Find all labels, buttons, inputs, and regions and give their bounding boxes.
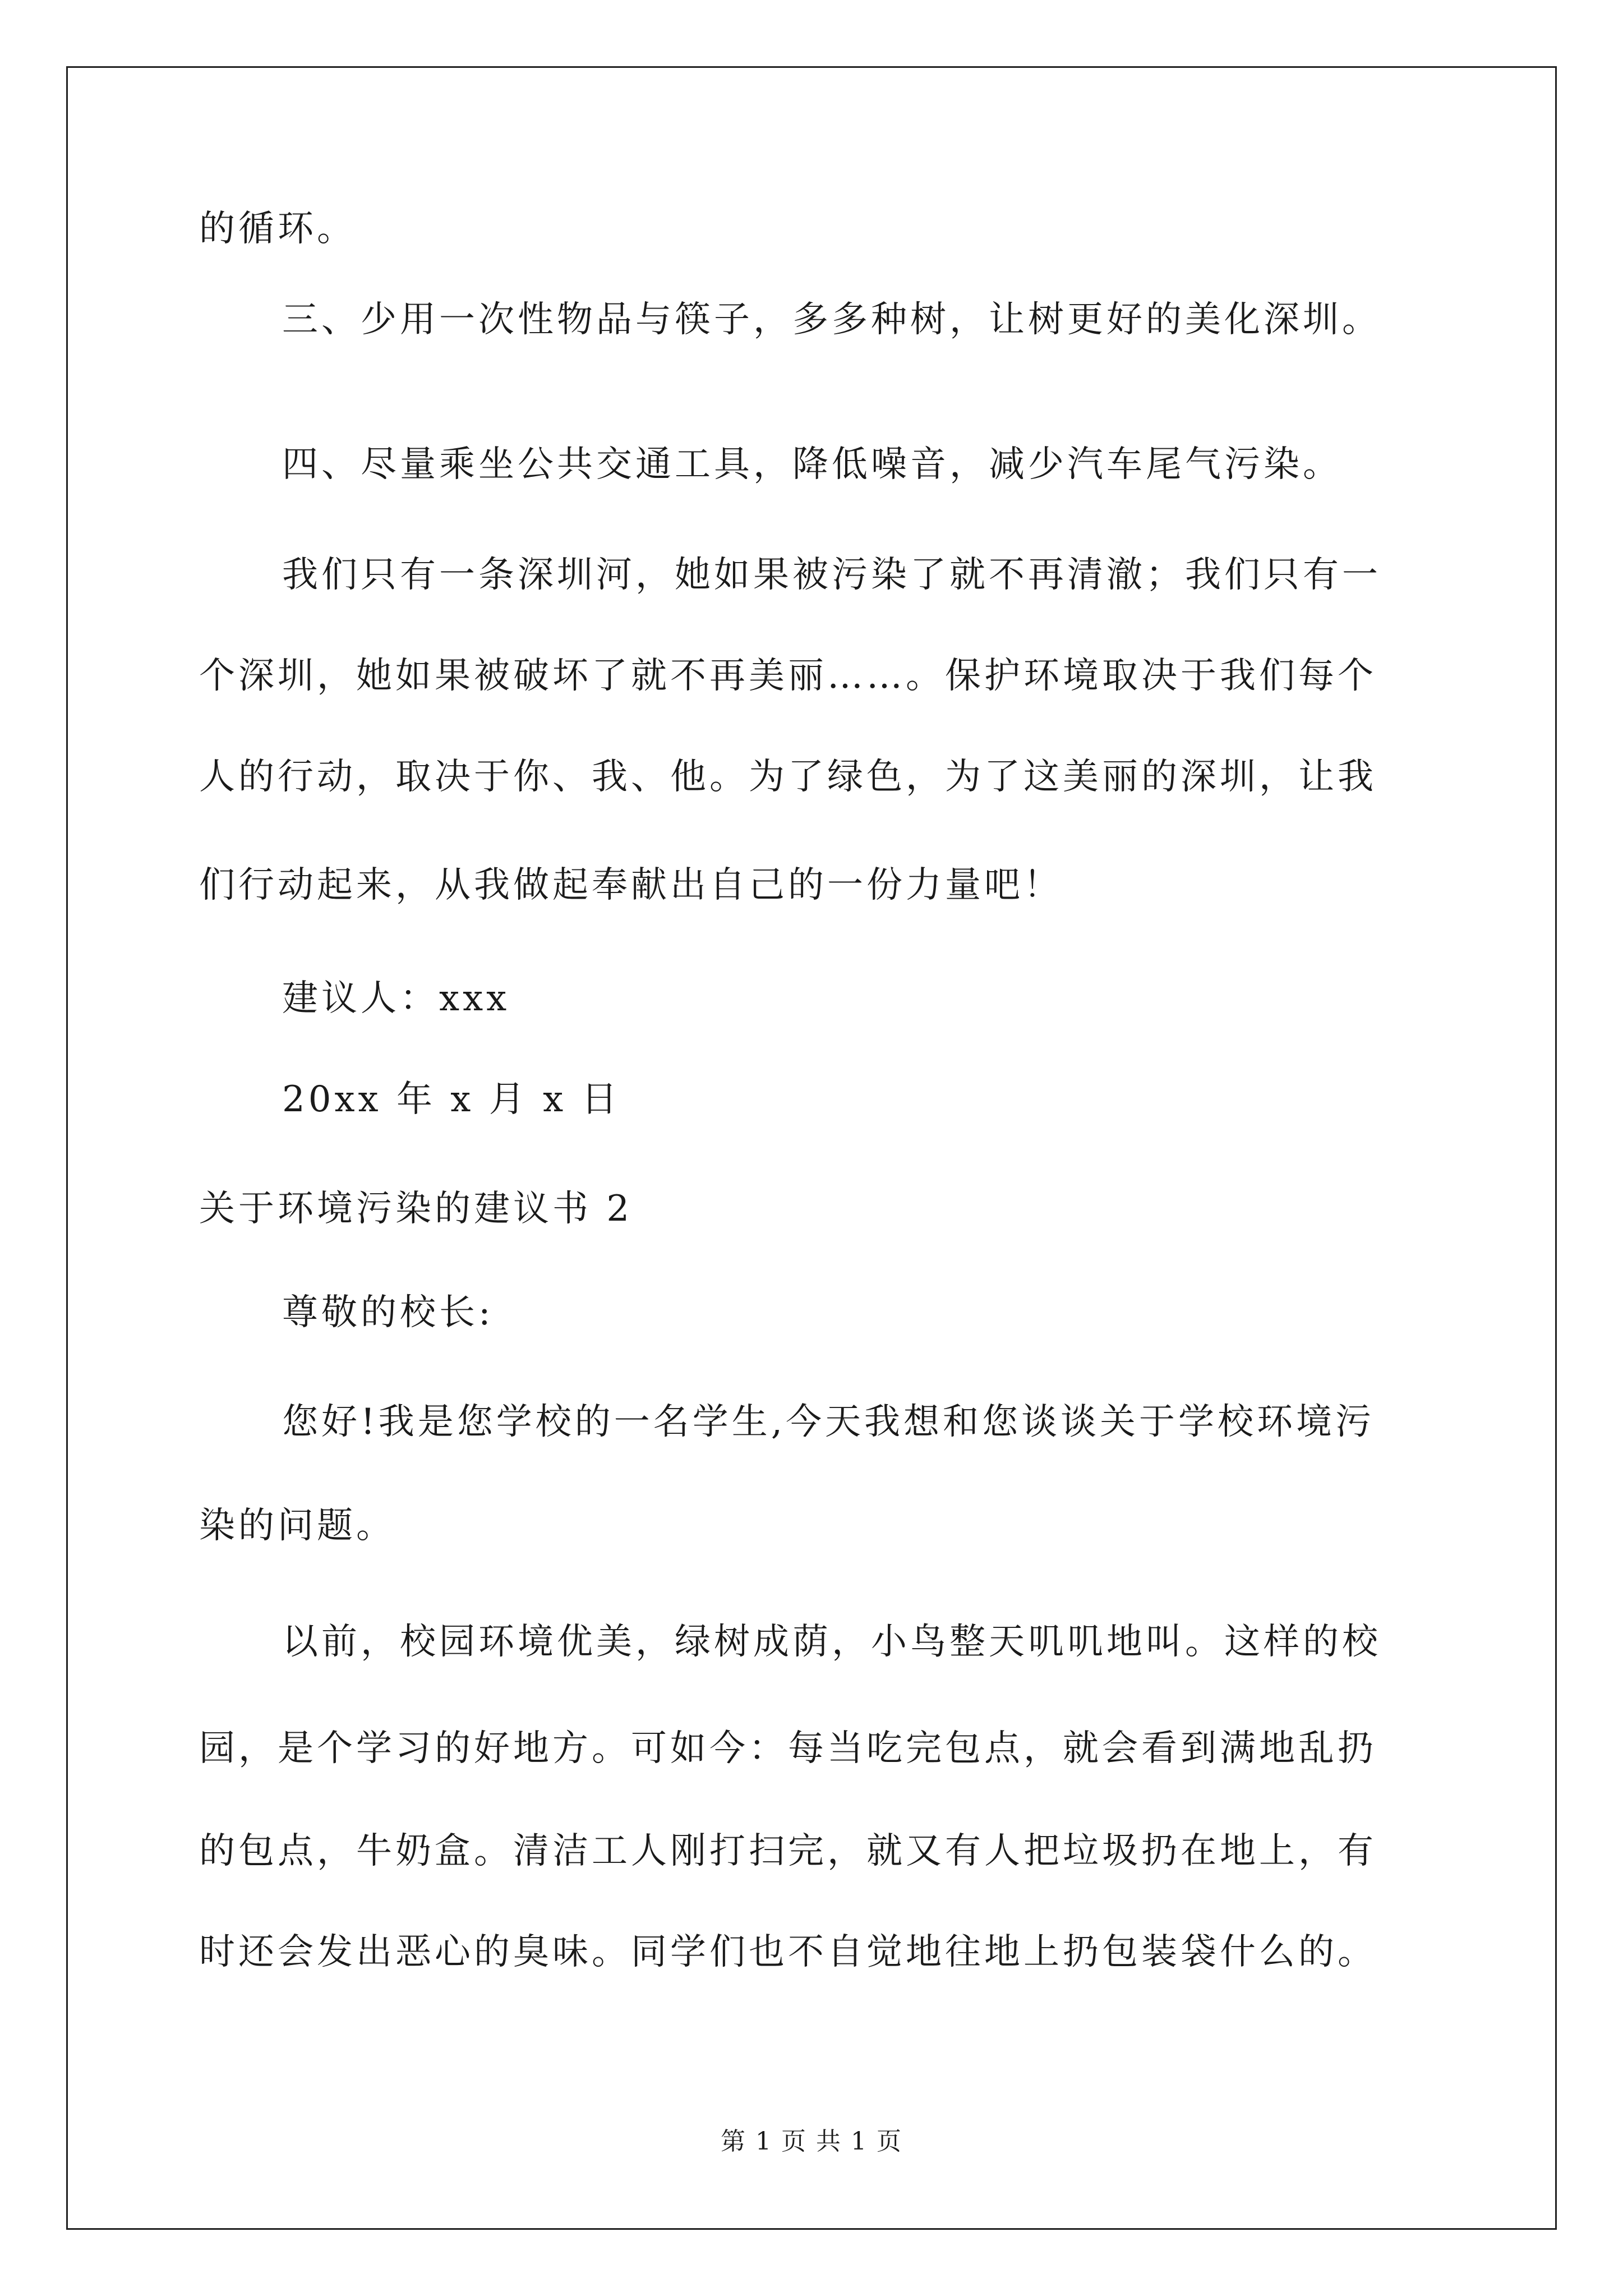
page-border [66,66,1557,2230]
paragraph-line: 园，是个学习的好地方。可如今：每当吃完包点，就会看到满地乱扔 [199,1728,1377,1769]
page-number: 第 1 页 共 1 页 [721,2127,902,2156]
paragraph-line: 的包点，牛奶盒。清洁工人刚打扫完，就又有人把垃圾扔在地上，有 [199,1830,1377,1872]
paragraph-line: 四、尽量乘坐公共交通工具，降低噪音，减少汽车尾气污染。 [282,444,1342,485]
paragraph-line: 染的问题。 [199,1505,395,1547]
paragraph-line: 以前，校园环境优美，绿树成荫，小鸟整天叽叽地叫。这样的校 [282,1621,1381,1663]
section-heading: 关于环境污染的建议书 2 [199,1188,633,1230]
paragraph-line: 人的行动，取决于你、我、他。为了绿色，为了这美丽的深圳，让我 [199,756,1377,798]
paragraph-line: 时还会发出恶心的臭味。同学们也不自觉地往地上扔包装袋什么的。 [199,1931,1377,1973]
signature-line: 建议人：xxx [282,978,510,1019]
paragraph-line: 我们只有一条深圳河，她如果被污染了就不再清澈；我们只有一 [282,554,1381,596]
salutation-line: 尊敬的校长: [282,1292,494,1333]
paragraph-line: 您好!我是您学校的一名学生,今天我想和您谈谈关于学校环境污 [282,1401,1375,1443]
paragraph-line: 们行动起来，从我做起奉献出自己的一份力量吧！ [199,864,1063,906]
date-line: 20xx 年 x 月 x 日 [282,1079,621,1120]
paragraph-line: 三、少用一次性物品与筷子，多多种树，让树更好的美化深圳。 [282,299,1381,341]
paragraph-line: 的循环。 [199,208,356,250]
paragraph-line: 个深圳，她如果被破坏了就不再美丽……。保护环境取决于我们每个 [199,655,1377,697]
